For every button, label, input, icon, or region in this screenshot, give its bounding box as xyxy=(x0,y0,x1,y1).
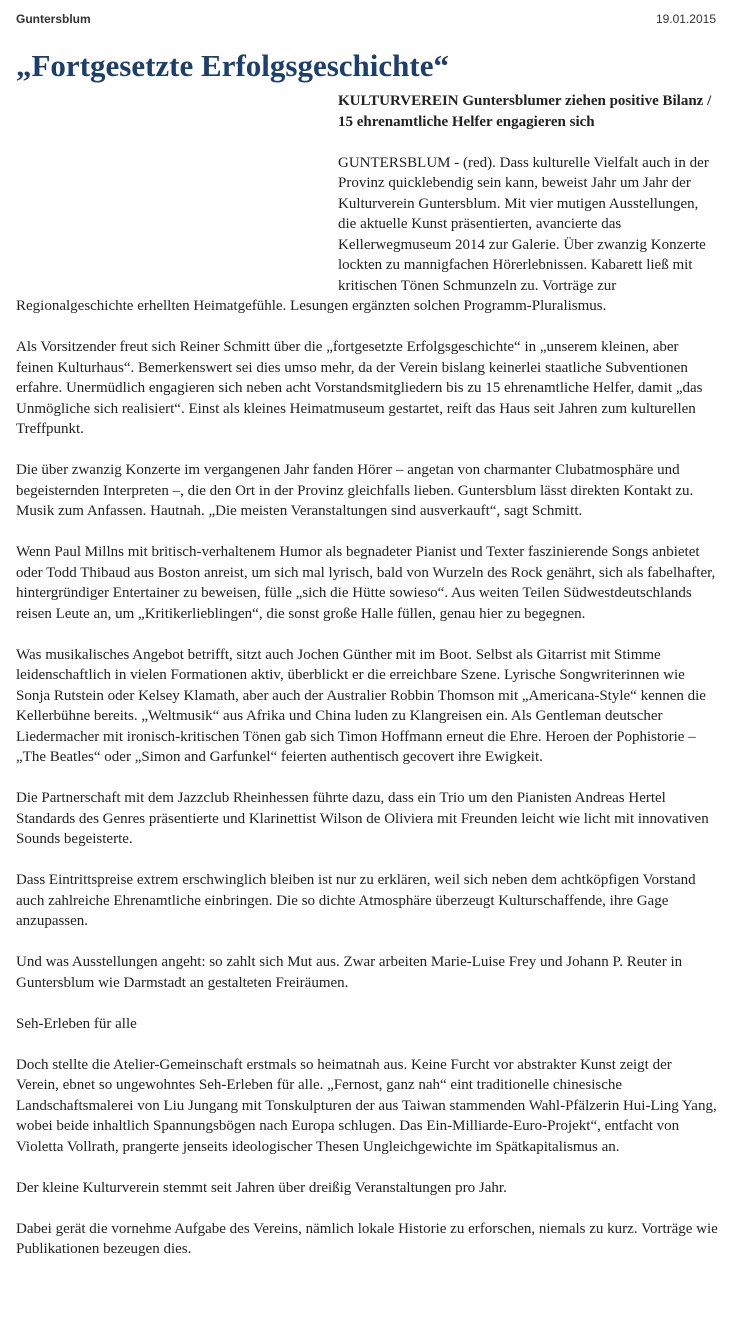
paragraph: Wenn Paul Millns mit britisch-verhaltenem Humor als begnadeter Pianist und Texter faszinierende Songs anbietet oder Todd Thibaud aus Boston anreist, um sich mal lyrisch, bald von Wurzeln des Rock genährt, sich als fabelhafter, hintergründiger Entertainer zu beweisen, fülle „sich die Hütte sowieso“. Aus weiten Teilen Südwestdeutschlands reisen Leute an, um „Kritikerlieblingen“, die sonst große Halle füllen, genau hier zu begegnen. xyxy=(16,544,716,622)
paragraph: Die über zwanzig Konzerte im vergangenen Jahr fanden Hörer – angetan von charmanter Clubatmosphäre und begeisternden Interpreten –, die den Ort in der Provinz gleichfalls lieben. Guntersblum lässt direkten Kontakt zu. Musik zum Anfassen. Hautnah. „Die meisten Veranstaltungen sind ausverkauft“, sagt Schmitt. xyxy=(16,462,694,519)
paragraph: Als Vorsitzender freut sich Reiner Schmitt über die „fortgesetzte Erfolgsgeschichte“ in „unserem kleinen, aber feinen Kulturhaus“. Bemerkenswert sei dies umso mehr, da der Verein bislang keinerlei staatliche Subventionen erfahre. Unermüdlich engagieren sich neben acht Vorstandsmitgliedern bis zu 15 ehrenamtliche Helfer, damit „das Unmögliche sich realisiert“. Einst als kleines Heimatmuseum gestartet, reift das Haus seit Jahren zum kulturellen Treffpunkt. xyxy=(16,339,703,437)
paragraph: Doch stellte die Atelier-Gemeinschaft erstmals so heimatnah aus. Keine Furcht vor abstrakter Kunst zeigt der Verein, ebnet so ungewohntes Seh-Erleben für alle. „Fernost, ganz nah“ eint traditionelle chinesische Landschaftsmalerei von Liu Jungang mit Tonskulpturen der aus Taiwan stammenden Wahl-Pfälzerin Hui-Ling Yang, wobei beide inhaltlich Spannungsbögen nach Europa schlugen. Das Ein-Milliarde-Euro-Projekt“, entfacht von Violetta Vollrath, prangerte jenseits ideologischer Thesen Ungleichgewichte im Spätkapitalismus an. xyxy=(16,1056,717,1155)
paragraph: GUNTERSBLUM - (red). Dass kulturelle Vielfalt auch in der Provinz quicklebendig sein kann, beweist Jahr um Jahr der Kulturverein Guntersblum. Mit vier mutigen Ausstellungen, die aktuelle Kunst präsentierten, avancierte das Kellerwegmuseum 2014 zur Galerie. Über zwanzig Konzerte lockten zu mannigfachen Hörerlebnissen. Kabarett ließ mit kritischen Tönen Schmunzeln zu. Vorträge zur Regionalgeschichte erhellten Heimatgefühle. Lesungen ergänzten solchen Programm-Pluralismus. xyxy=(16,154,709,314)
paragraph: Und was Ausstellungen angeht: so zahlt sich Mut aus. Zwar arbeiten Marie-Luise Frey und Johann P. Reuter in Guntersblum wie Darmstadt an gestalteten Freiräumen. xyxy=(16,954,683,991)
article-body xyxy=(16,90,718,1260)
paragraph: Die Partnerschaft mit dem Jazzclub Rheinhessen führte dazu, dass ein Trio um den Pianisten Andreas Hertel Standards des Genres präsentierte und Klarinettist Wilson de Oliviera mit Freunden leicht wie licht mit innovativen Sounds begeisterte. xyxy=(16,790,709,847)
article-meta-bar xyxy=(16,12,718,30)
section-heading: Seh-Erleben für alle xyxy=(16,1015,137,1032)
paragraph: Dabei gerät die vornehme Aufgabe des Vereins, nämlich lokale Historie zu erforschen, niemals zu kurz. Vorträge wie Publikationen bezeugen dies. xyxy=(16,1220,718,1257)
publish-date: 19.01.2015 xyxy=(655,12,716,26)
image-placeholder xyxy=(16,90,338,285)
article-title: „Fortgesetzte Erfolgsgeschichte“ xyxy=(16,48,449,83)
paragraph: Dass Eintrittspreise extrem erschwinglich bleiben ist nur zu erklären, weil sich neben dem achtköpfigen Vorstand auch zahlreiche Ehrenamtliche einbringen. Die so dichte Atmosphäre überzeugt Kulturschaffende, ihre Gage anzupassen. xyxy=(16,872,696,929)
paragraph: Der kleine Kulturverein stemmt seit Jahren über dreißig Veranstaltungen pro Jahr. xyxy=(16,1179,507,1196)
article-subtitle: KULTURVEREIN Guntersblumer ziehen positive Bilanz / 15 ehrenamtliche Helfer engagieren sich xyxy=(338,93,712,130)
location-label: Guntersblum xyxy=(16,12,91,26)
paragraph: Was musikalisches Angebot betrifft, sitzt auch Jochen Günther mit im Boot. Selbst als Gitarrist mit Stimme leidenschaftlich in vielen Formationen aktiv, überblickt er die erreichbare Szene. Lyrische Songwriterinnen wie Sonja Rutstein oder Kelsey Klamath, aber auch der Australier Robbin Thomson mit „Americana-Style“ kennen die Kellerbühne bereits. „Weltmusik“ aus Afrika und China luden zu Klangreisen ein. Als Gentleman deutscher Liedermacher mit ironisch-kritischen Tönen gab sich Timon Hoffmann erneut die Ehre. Heroen der Pophistorie – „The Beatles“ oder „Simon and Garfunkel“ feierten authentisch gecovert ihre Ewigkeit. xyxy=(16,646,706,765)
article-page xyxy=(16,12,718,1280)
